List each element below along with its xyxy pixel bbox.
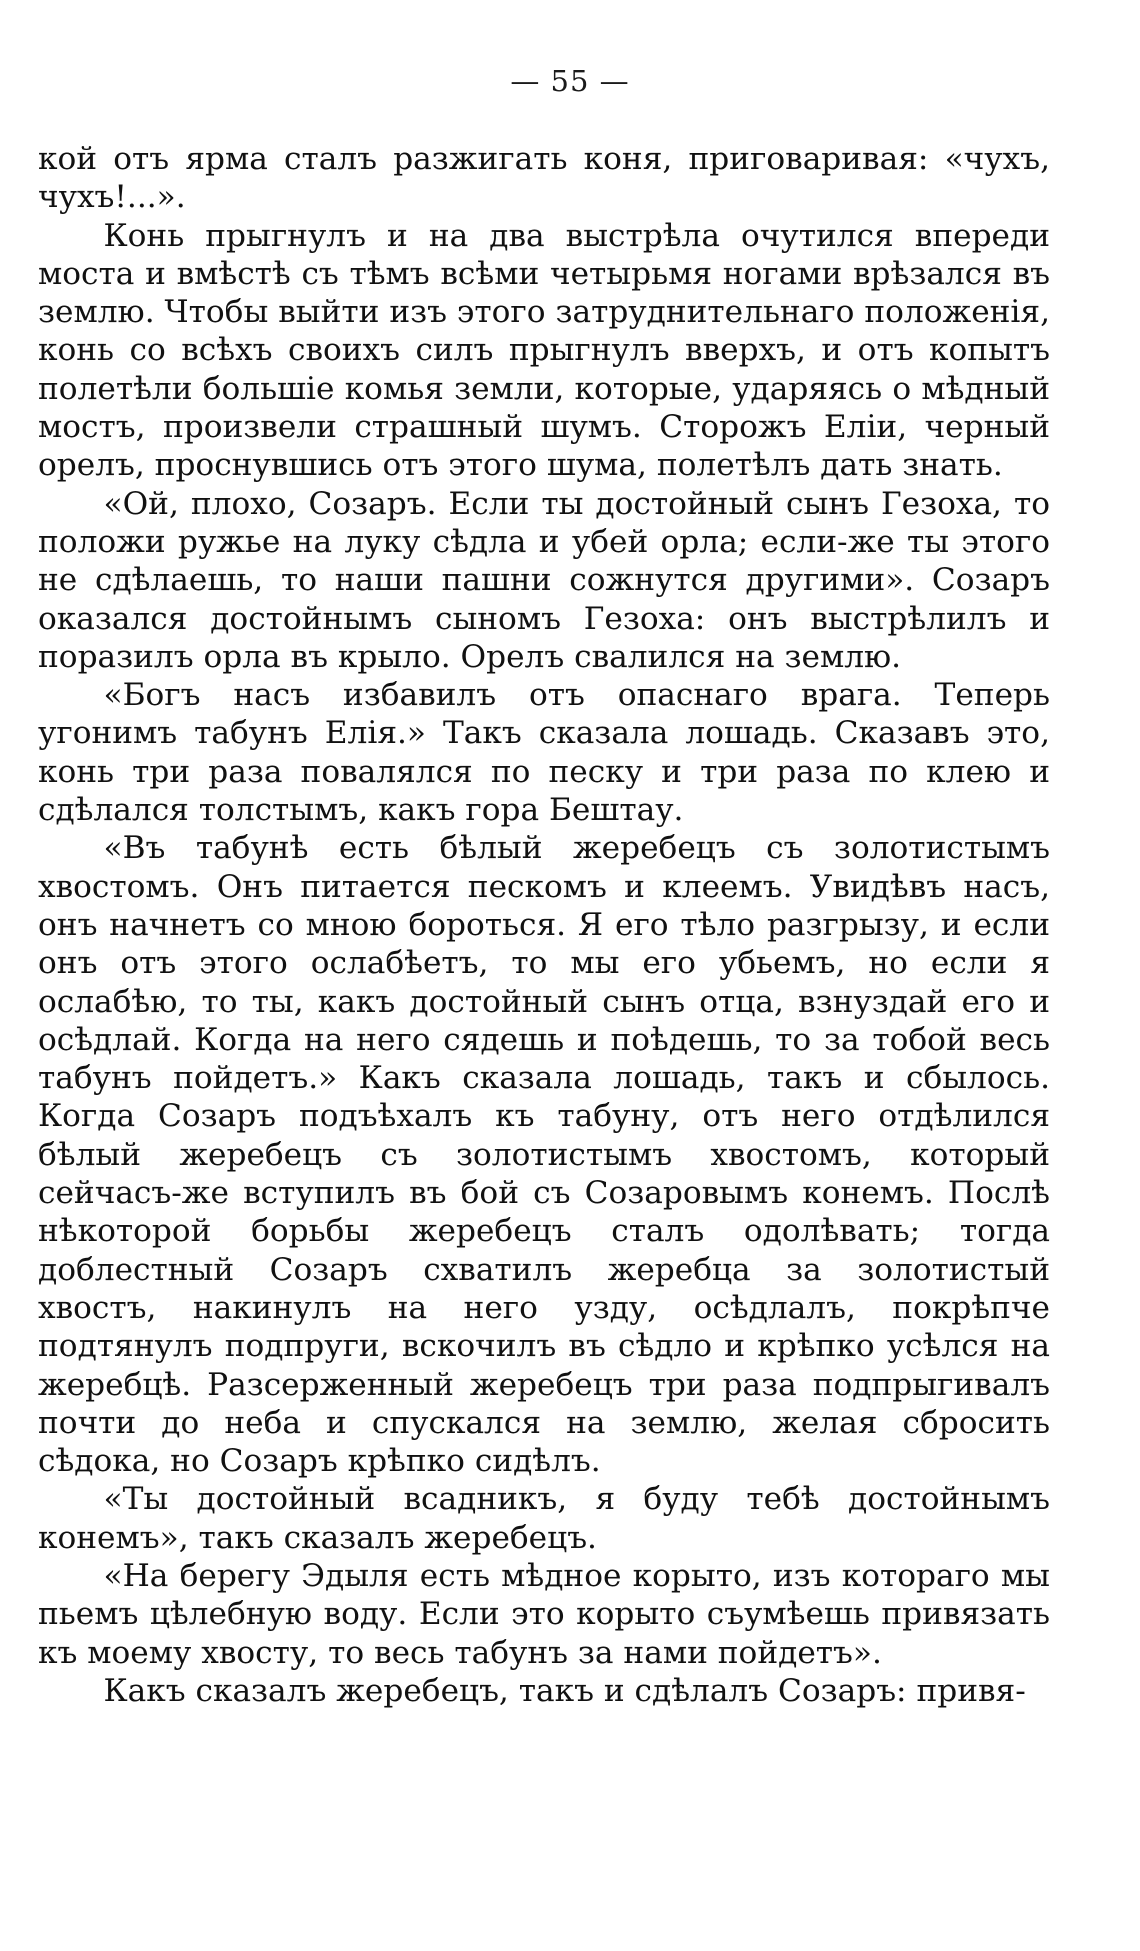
page-text bbox=[38, 140, 1050, 1710]
paragraph: «Ты достойный всадникъ, я буду тебѣ достойнымъ конемъ», такъ сказалъ жеребецъ. bbox=[38, 1481, 1050, 1556]
page-number: — 55 — bbox=[510, 64, 630, 98]
paragraph: Конь прыгнулъ и на два выстрѣла очутился впереди моста и вмѣстѣ съ тѣмъ всѣми четырьмя ногами врѣзался въ землю. Чтобы выйти изъ этого затруднительнаго положенія, конь со всѣхъ своихъ силъ прыгнулъ вверхъ, и отъ копытъ полетѣли большіе комья земли, которые, ударяясь о мѣдный мостъ, произвели страшный шумъ. Сторожъ Еліи, черный орелъ, проснувшись отъ этого шума, полетѣлъ дать знать. bbox=[38, 217, 1050, 484]
paragraph: «Въ табунѣ есть бѣлый жеребецъ съ золотистымъ хвостомъ. Онъ питается пескомъ и клеемъ. Увидѣвъ насъ, онъ начнетъ со мною бороться. Я его тѣло разгрызу, и если онъ отъ этого ослабѣетъ, то мы его убьемъ, но если я ослабѣю, то ты, какъ достойный сынъ отца, взнуздай его и осѣдлай. Когда на него сядешь и поѣдешь, то за тобой весь табунъ пойдетъ.» Какъ сказала лошадь, такъ и сбылось. Когда Созаръ подъѣхалъ къ табуну, отъ него отдѣлился бѣлый жеребецъ съ золотистымъ хвостомъ, который сейчасъ-же вступилъ въ бой съ Созаровымъ конемъ. Послѣ нѣкоторой борьбы жеребецъ сталъ одолѣвать; тогда доблестный Созаръ схватилъ жеребца за золотистый хвостъ, накинулъ на него узду, осѣдлалъ, покрѣпче подтянулъ подпруги, вскочилъ въ сѣдло и крѣпко усѣлся на жеребцѣ. Разсерженный жеребецъ три раза подпрыгивалъ почти до неба и спускался на землю, желая сбросить сѣдока, но Созаръ крѣпко сидѣлъ. bbox=[38, 830, 1050, 1480]
paragraph: «Ой, плохо, Созаръ. Если ты достойный сынъ Гезоха, то положи ружье на луку сѣдла и убей орла; если-же ты этого не сдѣлаешь, то наши пашни сожнутся другими». Созаръ оказался достойнымъ сыномъ Гезоха: онъ выстрѣлилъ и поразилъ орла въ крыло. Орелъ свалился на землю. bbox=[38, 485, 1050, 675]
paragraph: «Богъ насъ избавилъ отъ опаснаго врага. Теперь угонимъ табунъ Елія.» Такъ сказала лошадь. Сказавъ это, конь три раза повалялся по песку и три раза по клею и сдѣлался толстымъ, какъ гора Бештау. bbox=[38, 677, 1050, 829]
paragraph: «На берегу Эдыля есть мѣдное корыто, изъ котораго мы пьемъ цѣлебную воду. Если это корыто съумѣешь привязать къ моему хвосту, то весь табунъ за нами пойдетъ». bbox=[38, 1557, 1050, 1671]
paragraph: Какъ сказалъ жеребецъ, такъ и сдѣлалъ Созаръ: привя- bbox=[103, 1672, 1026, 1709]
paragraph: кой отъ ярма сталъ разжигать коня, приговаривая: «чухъ, чухъ!...». bbox=[38, 141, 1050, 216]
